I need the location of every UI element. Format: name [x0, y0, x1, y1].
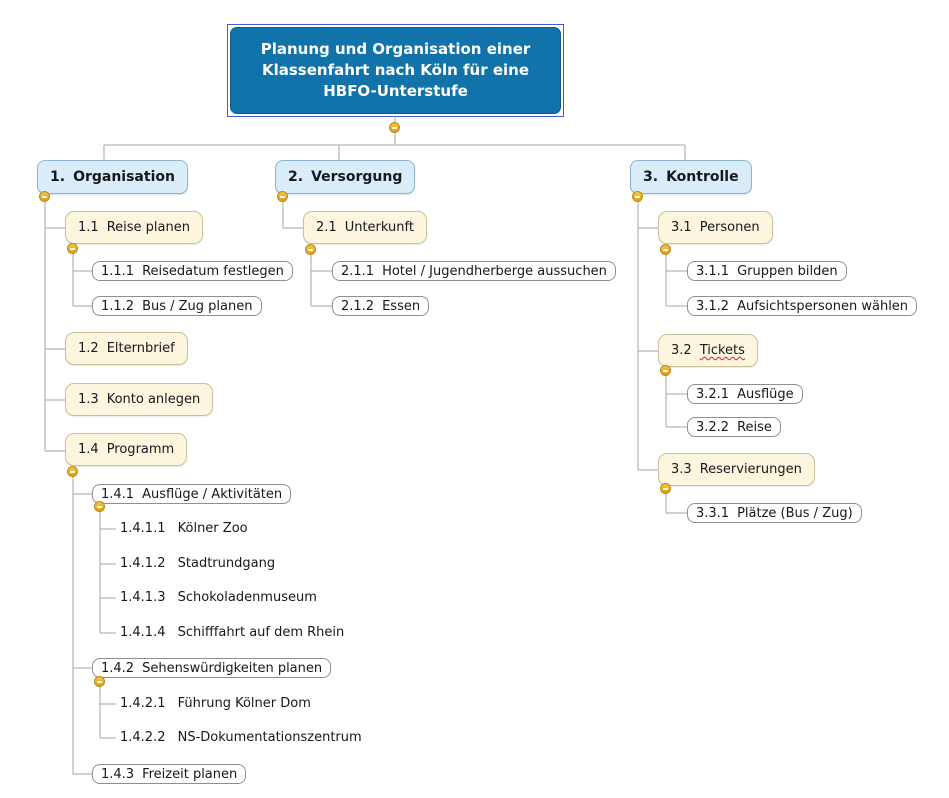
node-1-4-3-freizeit-planen[interactable] — [92, 764, 246, 784]
node-3-3-reservierungen[interactable] — [658, 453, 815, 486]
node-number: 1.4.1.3 — [120, 590, 166, 605]
root-node-label: Planung und Organisation einer Klassenfahrt nach Köln für eine HBFO-Unterstufe — [230, 27, 561, 114]
node-number: 1.4 — [78, 442, 99, 457]
node-number: 2. — [288, 169, 304, 185]
node-3-1-personen[interactable] — [658, 211, 773, 244]
node-2-versorgung[interactable] — [275, 160, 415, 194]
node-number: 1.1 — [78, 220, 99, 235]
node-number: 1.4.1.2 — [120, 556, 166, 571]
node-label: Freizeit planen — [142, 766, 238, 782]
node-label-spellcheck: Tickets — [699, 343, 745, 358]
collapse-toggle-3-3[interactable] — [660, 483, 671, 494]
node-label: Programm — [106, 442, 175, 457]
minus-icon — [663, 488, 668, 490]
node-3-1-1-gruppen-bilden[interactable] — [687, 261, 847, 281]
node-label: Reservierungen — [699, 462, 802, 477]
node-1-4-1-3-schokoladenmuseum[interactable] — [120, 590, 317, 606]
node-number: 3.2.2 — [696, 419, 730, 435]
node-label: Hotel / Jugendherberge aussuchen — [382, 263, 607, 279]
node-label: Reise — [737, 419, 772, 435]
node-label: Schifffahrt auf dem Rhein — [177, 625, 345, 640]
node-label: Sehenswürdigkeiten planen — [142, 660, 323, 676]
node-label: Bus / Zug planen — [142, 298, 253, 314]
node-1-4-1-2-stadtrundgang[interactable] — [120, 556, 275, 572]
node-number: 1.4.2.1 — [120, 696, 166, 711]
node-1-4-programm[interactable] — [65, 433, 187, 466]
collapse-toggle-1[interactable] — [39, 191, 50, 202]
minus-icon — [70, 248, 75, 250]
node-number: 1.2 — [78, 341, 99, 356]
minus-icon — [663, 370, 668, 372]
node-1-1-1-reisedatum-festlegen[interactable] — [92, 261, 293, 281]
collapse-toggle-2-1[interactable] — [305, 244, 316, 255]
node-number: 1.4.1 — [101, 486, 135, 502]
node-label: Kontrolle — [666, 169, 739, 185]
node-label: Stadtrundgang — [177, 556, 276, 571]
node-number: 2.1.1 — [341, 263, 375, 279]
node-number: 2.1 — [316, 220, 337, 235]
node-label: Aufsichtspersonen wählen — [737, 298, 909, 314]
node-label: Reisedatum festlegen — [142, 263, 284, 279]
node-3-2-1-ausfluege[interactable] — [687, 384, 803, 404]
collapse-toggle-1-4-2[interactable] — [94, 676, 105, 687]
node-number: 1.4.1.4 — [120, 625, 166, 640]
node-label: Essen — [382, 298, 421, 314]
node-1-4-1-ausfluege-aktivitaeten[interactable] — [92, 484, 291, 504]
node-1-4-1-4-schifffahrt-rhein[interactable] — [120, 625, 344, 641]
collapse-toggle-root[interactable] — [389, 122, 400, 133]
node-number: 1.1.1 — [101, 263, 135, 279]
node-2-1-unterkunft[interactable] — [303, 211, 427, 244]
node-number: 3.3 — [671, 462, 692, 477]
node-2-1-1-hotel-jugendherberge[interactable] — [332, 261, 616, 281]
node-label: Unterkunft — [344, 220, 414, 235]
node-1-organisation[interactable] — [37, 160, 188, 194]
node-number: 2.1.2 — [341, 298, 375, 314]
minus-icon — [280, 196, 285, 198]
node-3-3-1-plaetze-bus-zug[interactable] — [687, 503, 862, 523]
minus-icon — [635, 196, 640, 198]
node-3-1-2-aufsichtspersonen-waehlen[interactable] — [687, 296, 917, 316]
node-1-2-elternbrief[interactable] — [65, 332, 188, 365]
node-1-4-2-2-ns-dokumentationszentrum[interactable] — [120, 730, 362, 746]
collapse-toggle-3-2[interactable] — [660, 365, 671, 376]
node-label: Organisation — [73, 169, 175, 185]
node-number: 1. — [50, 169, 66, 185]
minus-icon — [42, 196, 47, 198]
node-label: Plätze (Bus / Zug) — [737, 505, 853, 521]
node-number: 1.4.2 — [101, 660, 135, 676]
node-number: 3.1 — [671, 220, 692, 235]
node-1-3-konto-anlegen[interactable] — [65, 383, 213, 416]
minus-icon — [70, 471, 75, 473]
node-2-1-2-essen[interactable] — [332, 296, 429, 316]
node-3-2-tickets[interactable] — [658, 334, 758, 367]
node-1-4-2-sehenswuerdigkeiten-planen[interactable] — [92, 658, 331, 678]
collapse-toggle-3-1[interactable] — [660, 244, 671, 255]
node-label: Ausflüge — [737, 386, 794, 402]
node-number: 1.1.2 — [101, 298, 135, 314]
collapse-toggle-1-1[interactable] — [67, 243, 78, 254]
node-label: Versorgung — [311, 169, 403, 185]
node-number: 3.2 — [671, 343, 692, 358]
node-label: Führung Kölner Dom — [177, 696, 311, 711]
node-number: 3.1.2 — [696, 298, 730, 314]
node-label: Gruppen bilden — [737, 263, 838, 279]
node-1-4-2-1-fuehrung-koelner-dom[interactable] — [120, 696, 311, 712]
collapse-toggle-2[interactable] — [277, 191, 288, 202]
node-1-4-1-1-koelner-zoo[interactable] — [120, 521, 248, 537]
node-number: 3.1.1 — [696, 263, 730, 279]
node-label: Reise planen — [106, 220, 190, 235]
node-number: 1.4.2.2 — [120, 730, 166, 745]
node-3-2-2-reise[interactable] — [687, 417, 781, 437]
node-1-1-reise-planen[interactable] — [65, 211, 203, 244]
node-label: Elternbrief — [106, 341, 175, 356]
collapse-toggle-1-4[interactable] — [67, 466, 78, 477]
node-1-1-2-bus-zug-planen[interactable] — [92, 296, 262, 316]
minus-icon — [308, 249, 313, 251]
node-label: Kölner Zoo — [177, 521, 248, 536]
minus-icon — [663, 249, 668, 251]
minus-icon — [392, 127, 397, 129]
node-number: 1.4.3 — [101, 766, 135, 782]
collapse-toggle-1-4-1[interactable] — [94, 501, 105, 512]
node-label: Konto anlegen — [106, 392, 201, 407]
node-number: 3.2.1 — [696, 386, 730, 402]
node-label: Schokoladenmuseum — [177, 590, 317, 605]
node-3-kontrolle[interactable] — [630, 160, 752, 194]
node-number: 1.3 — [78, 392, 99, 407]
node-number: 3. — [643, 169, 659, 185]
minus-icon — [97, 506, 102, 508]
node-label: Personen — [699, 220, 760, 235]
node-number: 1.4.1.1 — [120, 521, 166, 536]
minus-icon — [97, 681, 102, 683]
node-label: NS-Dokumentationszentrum — [177, 730, 362, 745]
root-node[interactable] — [227, 24, 564, 117]
collapse-toggle-3[interactable] — [632, 191, 643, 202]
node-number: 3.3.1 — [696, 505, 730, 521]
node-label: Ausflüge / Aktivitäten — [142, 486, 283, 502]
